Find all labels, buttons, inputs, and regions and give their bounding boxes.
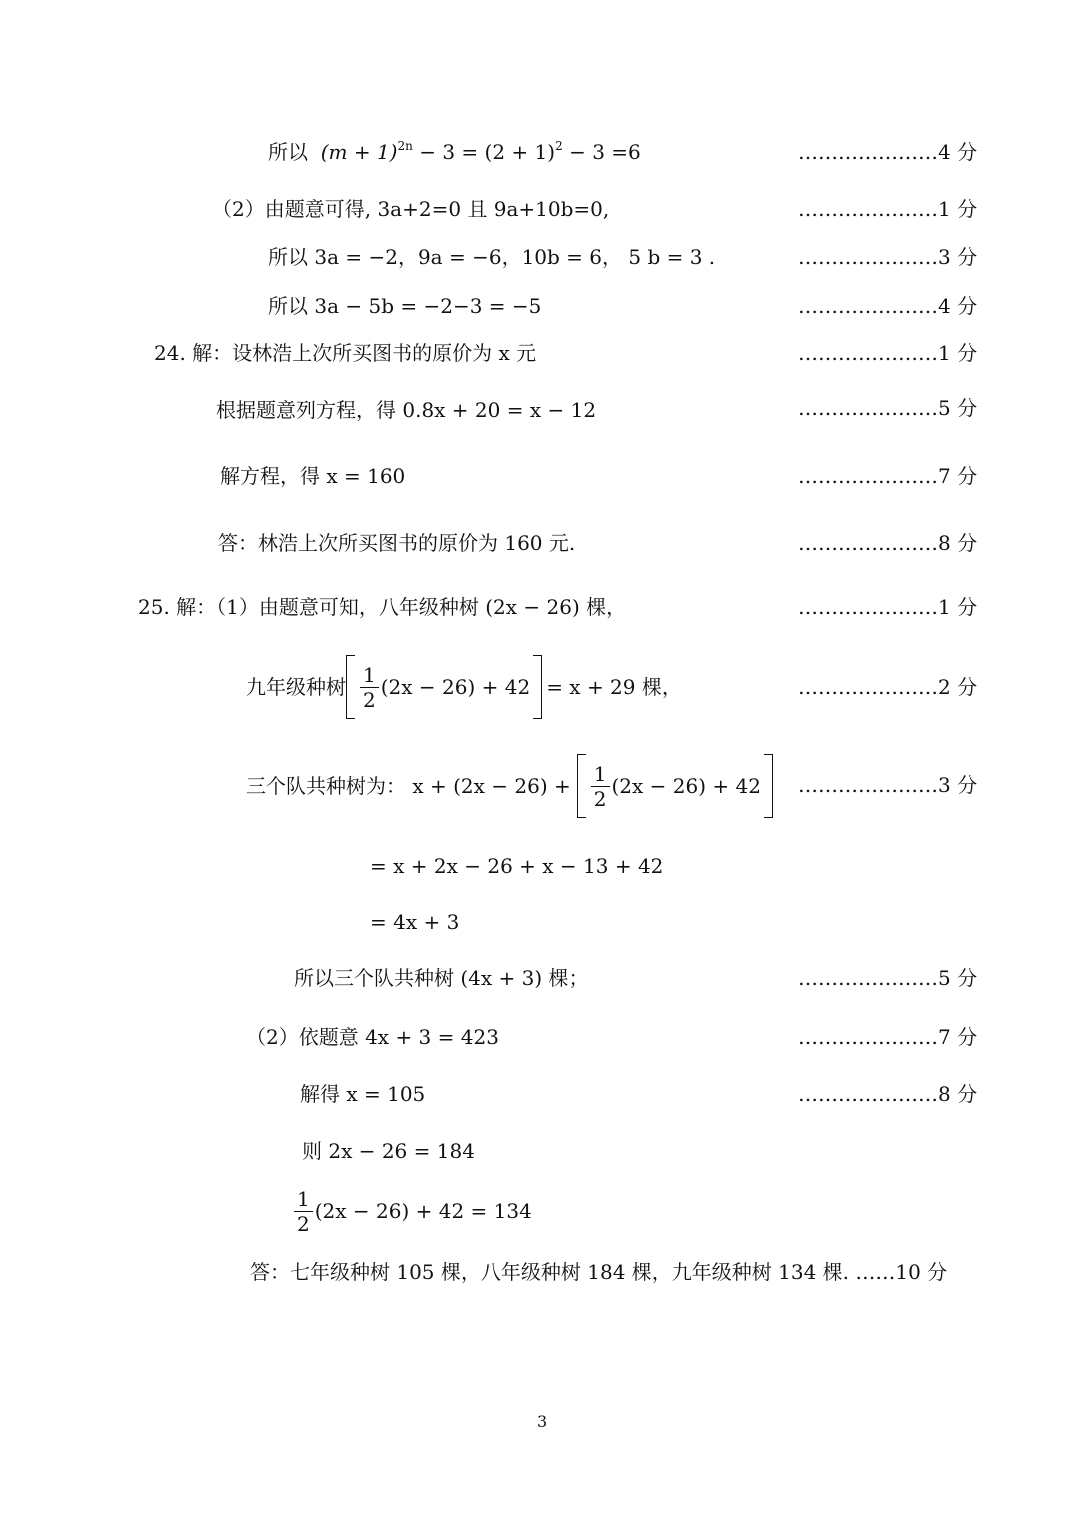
line-16: 解得 x = 105: [300, 1082, 426, 1106]
text: 所以: [268, 140, 308, 164]
score-5: …………………1 分: [798, 341, 978, 365]
line-7: 解方程，得 x = 160: [220, 464, 406, 488]
page-number: 3: [537, 1412, 548, 1431]
fraction-half: [360, 663, 379, 712]
line-14: 所以三个队共种树 (4x + 3) 棵；: [294, 966, 589, 990]
right-bracket: [533, 655, 542, 719]
line-12: = x + 2x − 26 + x − 13 + 42: [370, 854, 664, 878]
line-17: 则 2x − 26 = 184: [302, 1139, 475, 1163]
math: (m + 1): [320, 140, 398, 164]
fraction-half: [294, 1187, 313, 1236]
fraction-half: [591, 762, 610, 811]
score-9: …………………1 分: [798, 595, 978, 619]
denominator: 2: [363, 687, 376, 712]
math: (2x − 26) + 42: [611, 774, 761, 798]
line-19: 答：七年级种树 105 棵，八年级种树 184 棵，九年级种树 134 棵. ……10 分: [250, 1260, 948, 1284]
line-1: [268, 138, 641, 166]
math: (2x − 26) + 42: [380, 675, 531, 699]
numerator: 1: [294, 1187, 313, 1212]
line-6: 根据题意列方程，得 0.8x + 20 = x − 12: [216, 398, 597, 422]
math: − 3 =6: [562, 140, 641, 164]
line-10: [246, 652, 682, 722]
math: 三个队共种树为： x + (2x − 26) +: [246, 774, 571, 798]
score-6: …………………5 分: [798, 396, 978, 420]
line-8: 答：林浩上次所买图书的原价为 160 元.: [218, 531, 576, 555]
score-10: …………………2 分: [798, 675, 978, 699]
score-3: …………………3 分: [798, 245, 978, 269]
line-5: 24. 解：设林浩上次所买图书的原价为 x 元: [154, 341, 537, 365]
score-14: …………………8 分: [798, 1082, 978, 1106]
score-12: …………………5 分: [798, 966, 978, 990]
score-11: …………………3 分: [798, 773, 978, 797]
numerator: 1: [360, 663, 379, 688]
line-9: 25. 解：（1）由题意可知，八年级种树 (2x − 26) 棵，: [138, 595, 627, 619]
score-13: …………………7 分: [798, 1025, 978, 1049]
line-15: （2）依题意 4x + 3 = 423: [246, 1025, 499, 1049]
math: (2x − 26) + 42 = 134: [314, 1199, 532, 1223]
numerator: 1: [591, 762, 610, 787]
line-11: [246, 751, 773, 821]
left-bracket: [577, 754, 586, 818]
line-13: = 4x + 3: [370, 910, 460, 934]
score-7: …………………7 分: [798, 464, 978, 488]
score-8: …………………8 分: [798, 531, 978, 555]
right-bracket: [764, 754, 773, 818]
denominator: 2: [593, 786, 607, 811]
math: − 3 = (2 + 1): [412, 140, 556, 164]
denominator: 2: [297, 1211, 310, 1236]
line-18: [294, 1180, 532, 1242]
left-bracket: [346, 655, 355, 719]
math: = x + 29 棵，: [546, 675, 682, 699]
line-2: （2）由题意可得, 3a+2=0 且 9a+10b=0,: [212, 197, 610, 221]
line-3: 所以 3a = −2，9a = −6，10b = 6， 5 b = 3 .: [268, 245, 716, 269]
score-4: …………………4 分: [798, 294, 978, 318]
superscript: 2: [555, 139, 563, 153]
text: 九年级种树: [246, 675, 346, 699]
score-1: …………………4 分: [798, 140, 978, 164]
score-2: …………………1 分: [798, 197, 978, 221]
superscript: 2n: [397, 139, 413, 153]
line-4: 所以 3a − 5b = −2−3 = −5: [268, 294, 542, 318]
